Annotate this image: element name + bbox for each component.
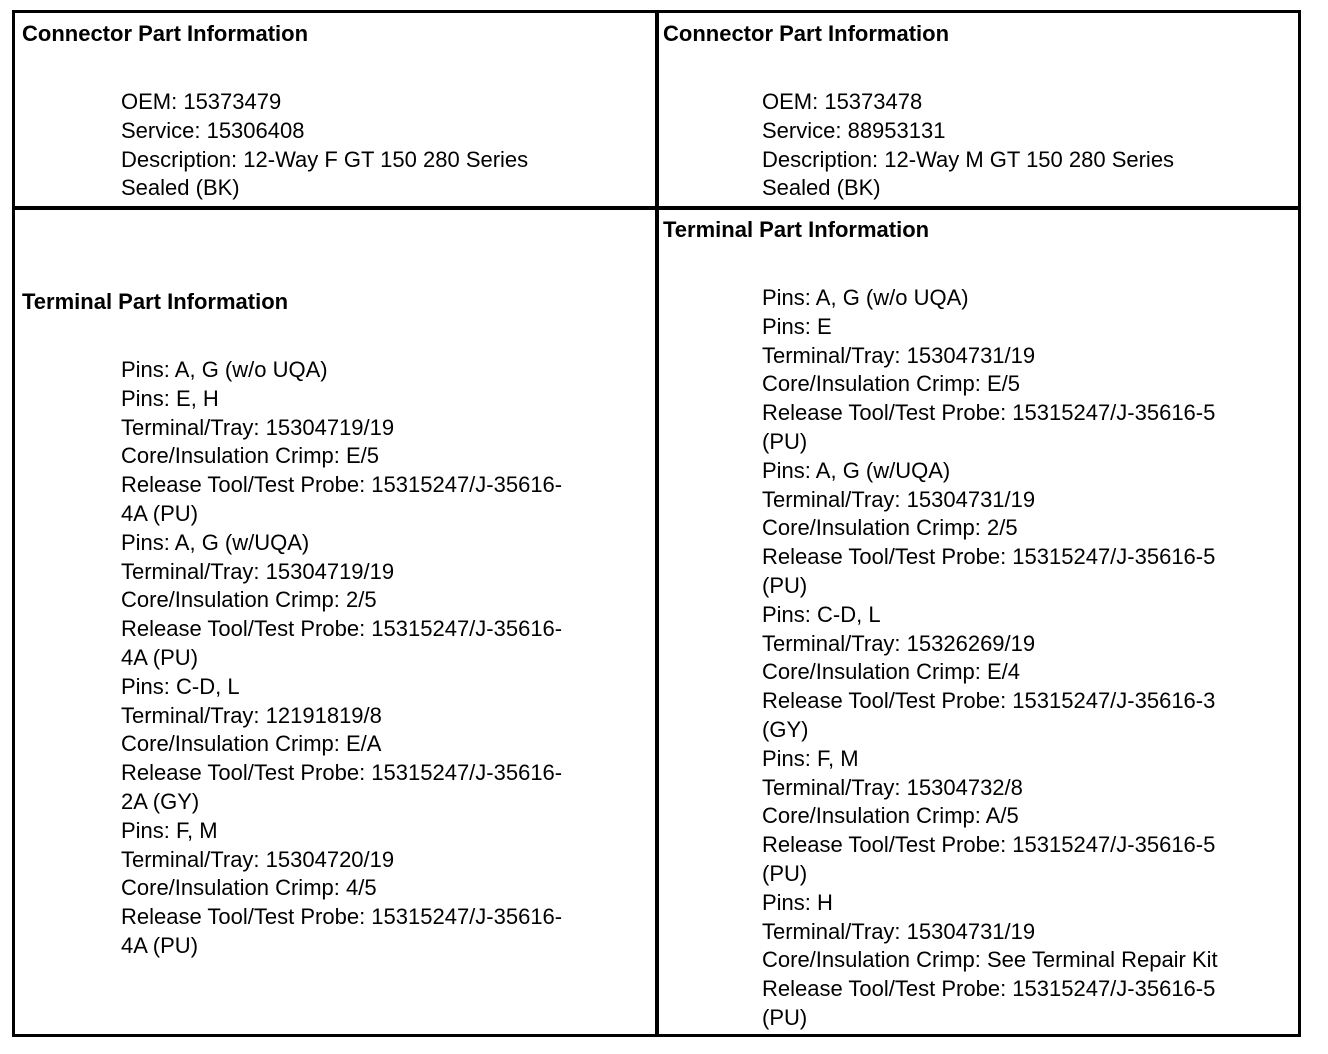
connector-right-heading: Connector Part Information <box>663 21 950 46</box>
connector-right-details <box>762 88 1297 203</box>
connector-left-details <box>121 88 641 203</box>
detail-line: Core/Insulation Crimp: A/5 <box>762 803 1019 829</box>
detail-line: Release Tool/Test Probe: 15315247/J-35616-5 <box>762 544 1216 570</box>
detail-line: Core/Insulation Crimp: E/A <box>121 731 382 757</box>
detail-line: 2A (GY) <box>121 788 200 814</box>
detail-line: Terminal/Tray: 15304719/19 <box>121 414 395 440</box>
detail-line: Service: 88953131 <box>762 117 946 143</box>
detail-line: Core/Insulation Crimp: 2/5 <box>121 587 377 613</box>
terminal-left-details <box>121 356 641 961</box>
detail-line: Core/Insulation Crimp: E/4 <box>762 659 1020 685</box>
detail-line: Release Tool/Test Probe: 15315247/J-35616- <box>121 472 563 498</box>
detail-line: Sealed (BK) <box>121 175 240 201</box>
detail-line: Description: 12-Way M GT 150 280 Series <box>762 146 1175 172</box>
detail-line: Description: 12-Way F GT 150 280 Series <box>121 146 529 172</box>
detail-line: Pins: H <box>762 889 833 915</box>
column-divider <box>655 13 659 1034</box>
detail-line: Pins: A, G (w/o UQA) <box>121 357 328 382</box>
detail-line: Pins: A, G (w/UQA) <box>121 529 310 555</box>
detail-line: Terminal/Tray: 15304731/19 <box>762 486 1036 512</box>
detail-line: Terminal/Tray: 15304732/8 <box>762 774 1023 800</box>
terminal-right-heading: Terminal Part Information <box>663 217 930 242</box>
detail-line: Terminal/Tray: 15304720/19 <box>121 846 395 872</box>
detail-line: Pins: E <box>762 313 832 339</box>
detail-line: Core/Insulation Crimp: 2/5 <box>762 515 1018 541</box>
detail-line: OEM: 15373478 <box>762 89 923 114</box>
detail-line: 4A (PU) <box>121 500 199 526</box>
detail-line: Terminal/Tray: 12191819/8 <box>121 702 382 728</box>
row-divider <box>15 206 1298 210</box>
detail-line: Pins: A, G (w/o UQA) <box>762 285 969 310</box>
detail-line: Terminal/Tray: 15304719/19 <box>121 558 395 584</box>
detail-line: Pins: A, G (w/UQA) <box>762 457 951 483</box>
detail-line: Core/Insulation Crimp: E/5 <box>121 443 379 469</box>
part-info-table <box>12 10 1301 1037</box>
detail-line: (PU) <box>762 572 808 598</box>
detail-line: Terminal/Tray: 15304731/19 <box>762 918 1036 944</box>
detail-line: Pins: F, M <box>121 817 218 843</box>
detail-line: Pins: C-D, L <box>121 673 240 699</box>
detail-line: Service: 15306408 <box>121 117 305 143</box>
detail-line: Release Tool/Test Probe: 15315247/J-35616-3 <box>762 688 1216 714</box>
detail-line: Pins: C-D, L <box>762 601 881 627</box>
detail-line: (PU) <box>762 1004 808 1030</box>
detail-line: (GY) <box>762 716 809 742</box>
detail-line: Pins: E, H <box>121 385 219 411</box>
detail-line: Release Tool/Test Probe: 15315247/J-35616- <box>121 904 563 930</box>
terminal-right-details <box>762 284 1297 1033</box>
detail-line: 4A (PU) <box>121 644 199 670</box>
detail-line: Release Tool/Test Probe: 15315247/J-35616- <box>121 616 563 642</box>
detail-line: Release Tool/Test Probe: 15315247/J-35616- <box>121 760 563 786</box>
detail-line: Pins: F, M <box>762 745 859 771</box>
detail-line: Release Tool/Test Probe: 15315247/J-35616-5 <box>762 400 1216 426</box>
detail-line: Core/Insulation Crimp: E/5 <box>762 371 1020 397</box>
detail-line: Core/Insulation Crimp: 4/5 <box>121 875 377 901</box>
terminal-left-heading: Terminal Part Information <box>22 289 289 314</box>
detail-line: Terminal/Tray: 15326269/19 <box>762 630 1036 656</box>
detail-line: Release Tool/Test Probe: 15315247/J-35616-5 <box>762 976 1216 1002</box>
detail-line: Sealed (BK) <box>762 175 881 201</box>
detail-line: (PU) <box>762 428 808 454</box>
detail-line: Release Tool/Test Probe: 15315247/J-35616-5 <box>762 832 1216 858</box>
detail-line: Terminal/Tray: 15304731/19 <box>762 342 1036 368</box>
connector-left-heading: Connector Part Information <box>22 21 309 46</box>
detail-line: 4A (PU) <box>121 932 199 958</box>
detail-line: OEM: 15373479 <box>121 89 282 114</box>
detail-line: Core/Insulation Crimp: See Terminal Repair Kit <box>762 947 1218 973</box>
detail-line: (PU) <box>762 860 808 886</box>
